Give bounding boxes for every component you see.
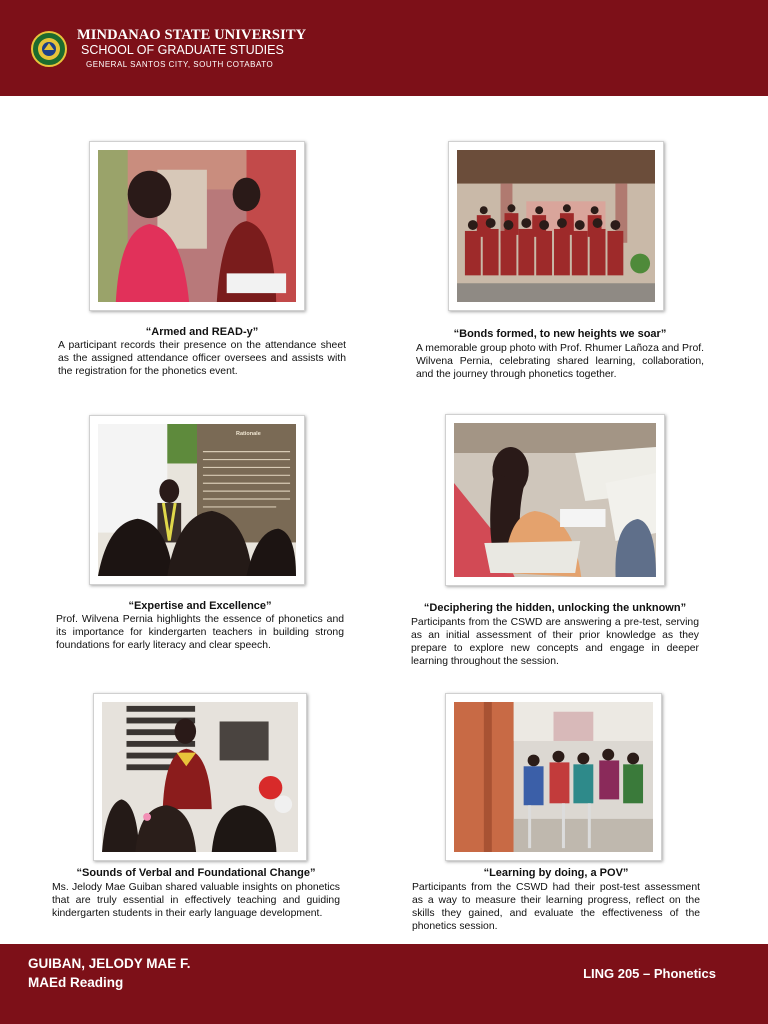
student-name: GUIBAN, JELODY MAE F. bbox=[28, 956, 191, 971]
slide-heading: Rationale bbox=[236, 431, 261, 437]
photo-pretest bbox=[445, 414, 665, 586]
photo-lecture bbox=[89, 415, 305, 585]
caption-text: A participant records their presence on the attendance sheet as the assigned attendance officer oversees and assists with the registration for the phonetics event. bbox=[58, 340, 346, 377]
caption-text: Prof. Wilvena Pernia highlights the essence of phonetics and its importance for kindergarten teachers in building strong foundations for early literacy and clear speech. bbox=[56, 614, 344, 651]
caption-text: A memorable group photo with Prof. Rhumer Lañoza and Prof. Wilvena Pernia, celebrating shared learning, collaboration, and the journey through phonetics together. bbox=[416, 343, 704, 380]
course-label: LING 205 – Phonetics bbox=[583, 966, 716, 981]
caption-title: “Bonds formed, to new heights we soar” bbox=[453, 328, 667, 340]
photo-group bbox=[448, 141, 664, 311]
caption-title: “Expertise and Excellence” bbox=[128, 600, 272, 612]
header-banner bbox=[0, 0, 768, 96]
caption-text: Ms. Jelody Mae Guiban shared valuable insights on phonetics that are truly essential in effectively teaching and guiding kindergarten students in their early language development. bbox=[52, 882, 340, 919]
university-name: MINDANAO STATE UNIVERSITY bbox=[77, 27, 307, 43]
caption-text: Participants from the CSWD had their post-test assessment as a way to measure their learning progress, reflect on the skills they gained, and evaluate the effectiveness of the phonetics session. bbox=[412, 882, 700, 932]
student-program: MAEd Reading bbox=[28, 975, 124, 990]
photo-speaker bbox=[93, 693, 307, 861]
university-seal-icon bbox=[31, 31, 67, 67]
school-name: SCHOOL OF GRADUATE STUDIES bbox=[81, 43, 284, 57]
caption-title: “Sounds of Verbal and Foundational Change” bbox=[76, 867, 316, 879]
caption-title: “Armed and READ-y” bbox=[145, 326, 259, 338]
photo-attendance bbox=[89, 141, 305, 311]
photo-posttest bbox=[445, 693, 662, 861]
caption-title: “Learning by doing, a POV” bbox=[483, 867, 629, 879]
caption-title: “Deciphering the hidden, unlocking the unknown” bbox=[423, 602, 687, 614]
campus-location: GENERAL SANTOS CITY, SOUTH COTABATO bbox=[86, 60, 274, 69]
caption-text: Participants from the CSWD are answering a pre-test, serving as an initial assessment of their prior knowledge as they prepare to explore new concepts and engage in deeper learning throughout the session. bbox=[411, 617, 699, 667]
footer-banner bbox=[0, 944, 768, 1024]
